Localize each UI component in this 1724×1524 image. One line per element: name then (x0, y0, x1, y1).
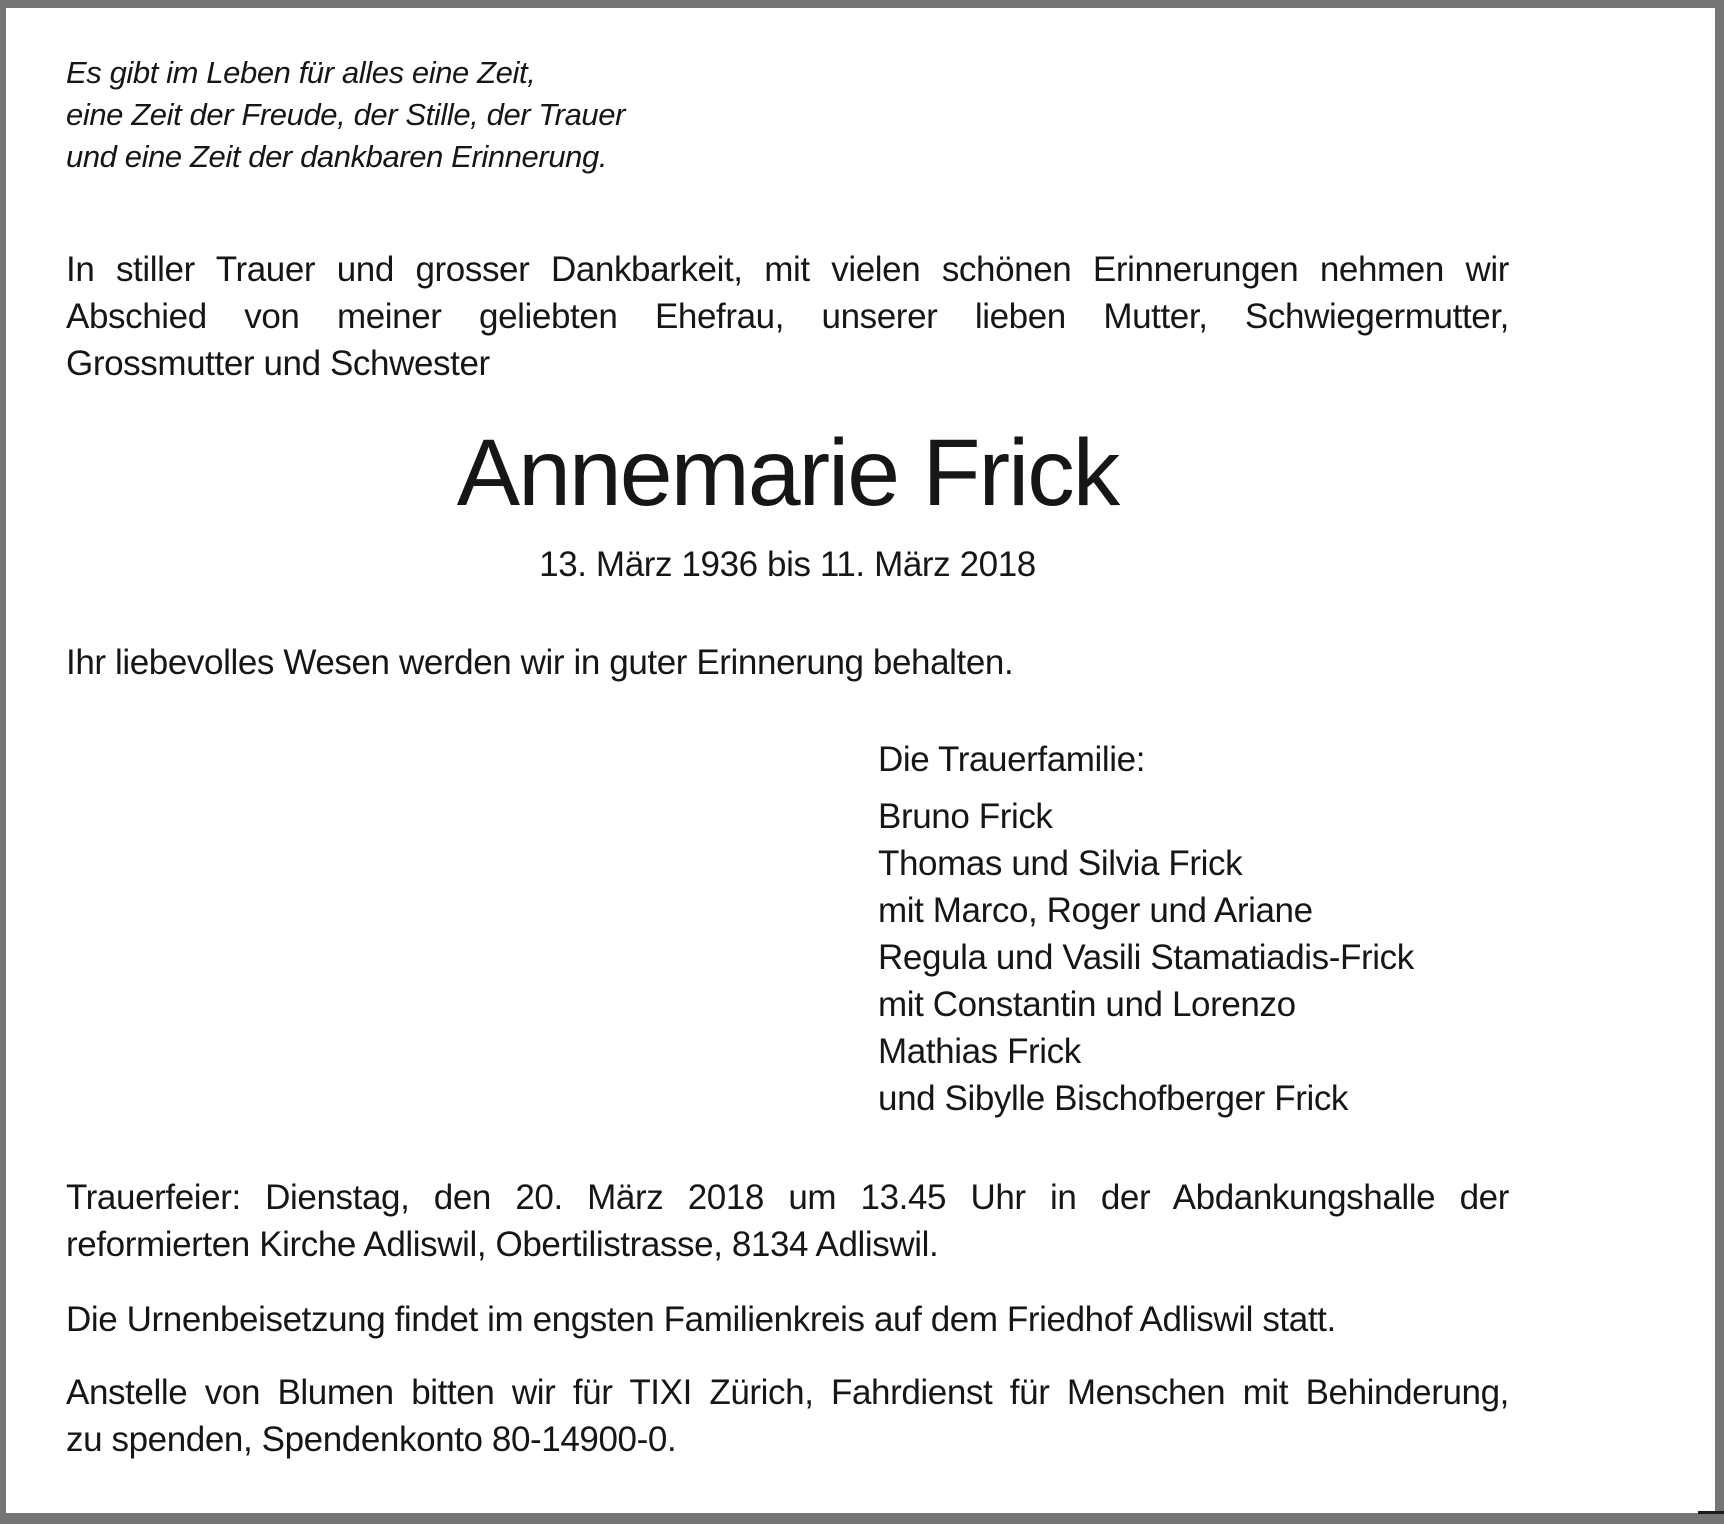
donation-line: Anstelle von Blumen bitten wir für TIXI Zürich, Fahrdienst für Menschen mit Behinderung, (66, 1373, 1509, 1412)
donation-line: zu spenden, Spendenkonto 80-14900-0. (66, 1420, 677, 1459)
obituary-content (66, 52, 1509, 1463)
family-block (878, 736, 1509, 1122)
quote-line: Es gibt im Leben für alles eine Zeit, (66, 55, 536, 90)
family-member-line: Thomas und Silvia Frick (878, 844, 1243, 883)
quote-line: eine Zeit der Freude, der Stille, der Trauer (66, 97, 626, 132)
donation-paragraph (66, 1369, 1509, 1463)
life-dates: 13. März 1936 bis 11. März 2018 (539, 545, 1036, 584)
funeral-service-paragraph (66, 1174, 1509, 1268)
burial-paragraph: Die Urnenbeisetzung findet im engsten Familienkreis auf dem Friedhof Adliswil statt. (66, 1300, 1336, 1339)
remembrance-sentence: Ihr liebevolles Wesen werden wir in guter Erinnerung behalten. (66, 643, 1014, 682)
opening-quote (66, 52, 1509, 178)
scan-artifact-mark (1698, 1511, 1724, 1514)
family-heading: Die Trauerfamilie: (878, 740, 1146, 779)
obituary-page (6, 8, 1715, 1513)
family-member-line: mit Constantin und Lorenzo (878, 985, 1296, 1024)
family-member-line: Mathias Frick (878, 1032, 1081, 1071)
quote-line: und eine Zeit der dankbaren Erinnerung. (66, 139, 608, 174)
family-member-line: Bruno Frick (878, 797, 1053, 836)
family-member-line: mit Marco, Roger und Ariane (878, 891, 1313, 930)
intro-line: In stiller Trauer und grosser Dankbarkeit, mit vielen schönen Erinnerungen nehmen wir (66, 250, 1509, 289)
intro-paragraph (66, 246, 1509, 387)
intro-line: Grossmutter und Schwester (66, 344, 490, 383)
family-member-line: und Sibylle Bischofberger Frick (878, 1079, 1349, 1118)
funeral-line: Trauerfeier: Dienstag, den 20. März 2018 um 13.45 Uhr in der Abdankungshalle der (66, 1178, 1509, 1217)
family-member-line: Regula und Vasili Stamatiadis-Frick (878, 938, 1414, 977)
intro-line: Abschied von meiner geliebten Ehefrau, unserer lieben Mutter, Schwiegermutter, (66, 297, 1509, 336)
funeral-line: reformierten Kirche Adliswil, Obertilistrasse, 8134 Adliswil. (66, 1225, 939, 1264)
deceased-name: Annemarie Frick (456, 420, 1119, 526)
